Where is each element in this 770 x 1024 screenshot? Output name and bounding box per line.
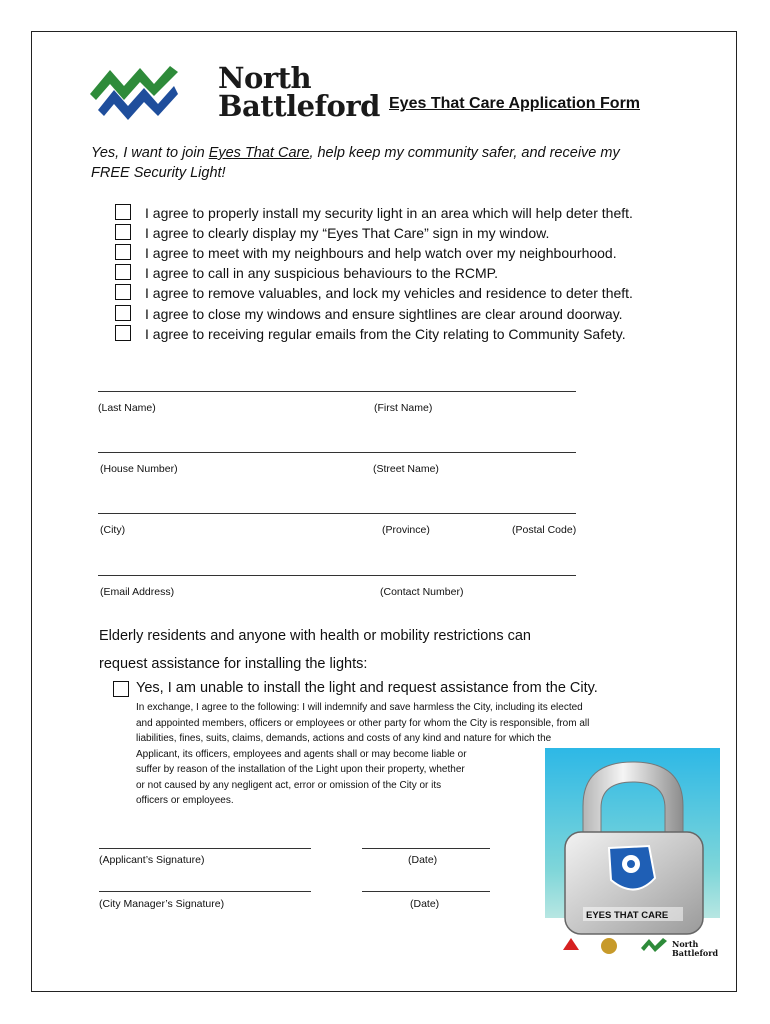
- poster-logo-line2: Battleford: [672, 948, 719, 958]
- contact-number-label: (Contact Number): [380, 586, 464, 598]
- first-name-label: (First Name): [374, 402, 433, 414]
- province-label: (Province): [382, 524, 430, 536]
- agree-checkbox-1[interactable]: [115, 204, 131, 220]
- house-number-label: (House Number): [100, 463, 178, 475]
- agree-label-7: I agree to receiving regular emails from the City relating to Community Safety.: [145, 326, 626, 342]
- agree-label-1: I agree to properly install my security light in an area which will help deter theft.: [145, 205, 633, 221]
- logo-word-battleford: Battleford: [218, 89, 380, 123]
- date-label-1: (Date): [408, 854, 438, 866]
- indemnity-line-1: In exchange, I agree to the following: I will indemnify and save harmless the City, including its elected: [136, 702, 583, 713]
- assistance-checkbox-label: Yes, I am unable to install the light and request assistance from the City.: [136, 680, 598, 696]
- street-name-label: (Street Name): [373, 463, 439, 475]
- agree-checkbox-7[interactable]: [115, 325, 131, 341]
- logo-word-north: North: [218, 61, 312, 95]
- eyes-that-care-poster: [545, 748, 720, 970]
- contact-line[interactable]: [98, 575, 576, 576]
- date-line-1[interactable]: [362, 848, 490, 849]
- elderly-line-1: Elderly residents and anyone with health or mobility restrictions can: [99, 628, 531, 644]
- email-label: (Email Address): [100, 586, 175, 598]
- last-name-label: (Last Name): [98, 402, 156, 414]
- poster-logo-line1: North: [672, 939, 699, 949]
- intro-program: Eyes That Care: [208, 145, 310, 161]
- indemnity-line-4: Applicant, its officers, employees and agents shall or may become liable or: [136, 748, 467, 760]
- elderly-line-2: request assistance for installing the lights:: [99, 656, 368, 672]
- agree-label-6: I agree to close my windows and ensure sightlines are clear around doorway.: [145, 306, 623, 322]
- indemnity-line-7: officers or employees.: [136, 795, 234, 806]
- agree-label-2: I agree to clearly display my “Eyes That Care” sign in my window.: [145, 225, 550, 241]
- agree-label-5: I agree to remove valuables, and lock my vehicles and residence to deter theft.: [145, 285, 633, 301]
- intro-line2: FREE Security Light!: [91, 165, 226, 181]
- city-manager-signature-label: (City Manager’s Signature): [99, 898, 225, 910]
- date-line-2[interactable]: [362, 891, 490, 892]
- poster-caption: EYES THAT CARE: [586, 910, 669, 921]
- intro-part2: , help keep my community safer, and receive my: [309, 145, 620, 161]
- address-line[interactable]: [98, 452, 576, 453]
- agree-checkbox-2[interactable]: [115, 224, 131, 240]
- city-label: (City): [100, 524, 126, 536]
- indemnity-line-6: or not caused by any negligent act, error or omission of the City or its: [136, 779, 442, 791]
- indemnity-line-5: suffer by reason of the installation of the Light upon their property, whether: [136, 764, 465, 775]
- applicant-signature-line[interactable]: [99, 848, 311, 849]
- agree-label-3: I agree to meet with my neighbours and help watch over my neighbourhood.: [145, 245, 617, 261]
- agree-checkbox-6[interactable]: [115, 305, 131, 321]
- applicant-signature-label: (Applicant’s Signature): [99, 854, 205, 866]
- agree-checkbox-4[interactable]: [115, 264, 131, 280]
- date-label-2: (Date): [410, 898, 440, 910]
- agree-checkbox-3[interactable]: [115, 244, 131, 260]
- city-line[interactable]: [98, 513, 576, 514]
- intro-text: [91, 143, 620, 183]
- indemnity-line-2: and appointed members, officers or employees or other party for whom the City is responsible, from all: [136, 717, 590, 729]
- assistance-checkbox[interactable]: [113, 681, 129, 697]
- postal-code-label: (Postal Code): [512, 524, 577, 536]
- north-battleford-logo: [88, 60, 178, 120]
- form-title: Eyes That Care Application Form: [389, 95, 641, 112]
- intro-part1: Yes, I want to join: [91, 145, 209, 161]
- agree-label-4: I agree to call in any suspicious behaviours to the RCMP.: [145, 265, 499, 281]
- name-line[interactable]: [98, 391, 576, 392]
- city-manager-signature-line[interactable]: [99, 891, 311, 892]
- agree-checkbox-5[interactable]: [115, 284, 131, 300]
- indemnity-line-3: liabilities, fines, suits, claims, demands, actions and costs of any kind and nature for which the: [136, 733, 552, 744]
